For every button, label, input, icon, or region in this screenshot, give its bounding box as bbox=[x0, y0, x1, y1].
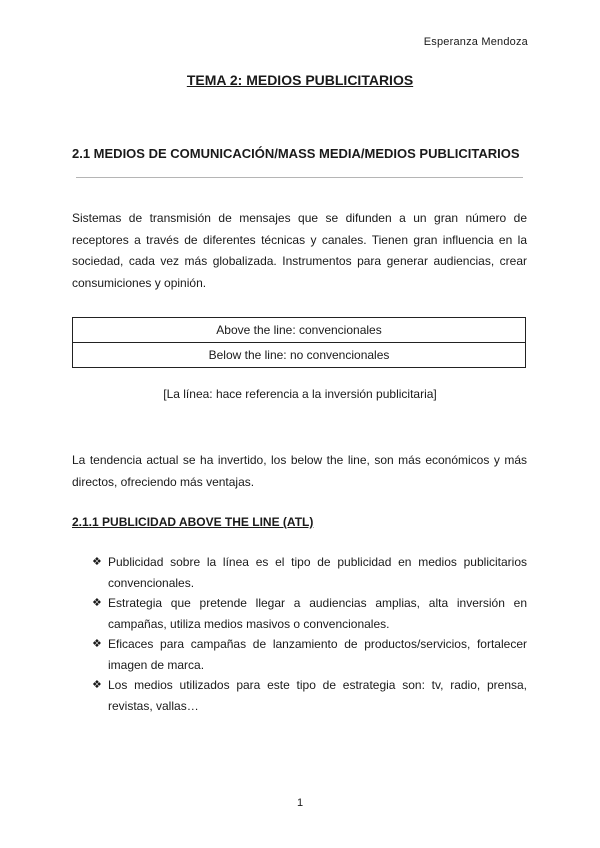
diamond-bullet-icon: ❖ bbox=[92, 597, 102, 609]
list-item bbox=[92, 593, 527, 634]
table-cell-below: Below the line: no convencionales bbox=[73, 343, 526, 368]
intro-paragraph: Sistemas de transmisión de mensajes que se difunden a un gran número de receptores a través de diferentes técnicas y canales. Tienen gran influencia en la sociedad, cada vez más globalizada. Instrumentos para generar audiencias, crear consumiciones y opinión. bbox=[72, 211, 527, 291]
table-row bbox=[73, 318, 526, 343]
line-table bbox=[72, 317, 526, 368]
list-item-text: Eficaces para campañas de lanzamiento de productos/servicios, fortalecer imagen de marca. bbox=[108, 637, 527, 672]
list-item-text: Los medios utilizados para este tipo de estrategia son: tv, radio, prensa, revistas, vallas… bbox=[108, 678, 527, 713]
page-number: 1 bbox=[296, 797, 304, 809]
header-author: Esperanza Mendoza bbox=[423, 36, 528, 48]
bullet-list bbox=[92, 552, 527, 716]
list-item-text: Estrategia que pretende llegar a audiencias amplias, alta inversión en campañas, utiliza medios masivos o convencionales. bbox=[108, 596, 527, 631]
list-item bbox=[92, 552, 527, 593]
trend-paragraph: La tendencia actual se ha invertido, los below the line, son más económicos y más directos, ofreciendo más ventajas. bbox=[72, 453, 527, 489]
table-caption: [La línea: hace referencia a la inversión publicitaria] bbox=[163, 387, 437, 401]
list-item bbox=[92, 675, 527, 716]
section-divider bbox=[76, 177, 523, 178]
subsection-title: 2.1.1 PUBLICIDAD ABOVE THE LINE (ATL) bbox=[72, 515, 314, 529]
list-item bbox=[92, 634, 527, 675]
page-title: TEMA 2: MEDIOS PUBLICITARIOS bbox=[186, 72, 414, 88]
diamond-bullet-icon: ❖ bbox=[92, 556, 102, 568]
table-row bbox=[73, 343, 526, 368]
table-cell-above: Above the line: convencionales bbox=[73, 318, 526, 343]
diamond-bullet-icon: ❖ bbox=[92, 638, 102, 650]
section-title: 2.1 MEDIOS DE COMUNICACIÓN/MASS MEDIA/MEDIOS PUBLICITARIOS bbox=[72, 146, 520, 161]
list-item-text: Publicidad sobre la línea es el tipo de publicidad en medios publicitarios convencionales. bbox=[108, 555, 527, 590]
diamond-bullet-icon: ❖ bbox=[92, 679, 102, 691]
